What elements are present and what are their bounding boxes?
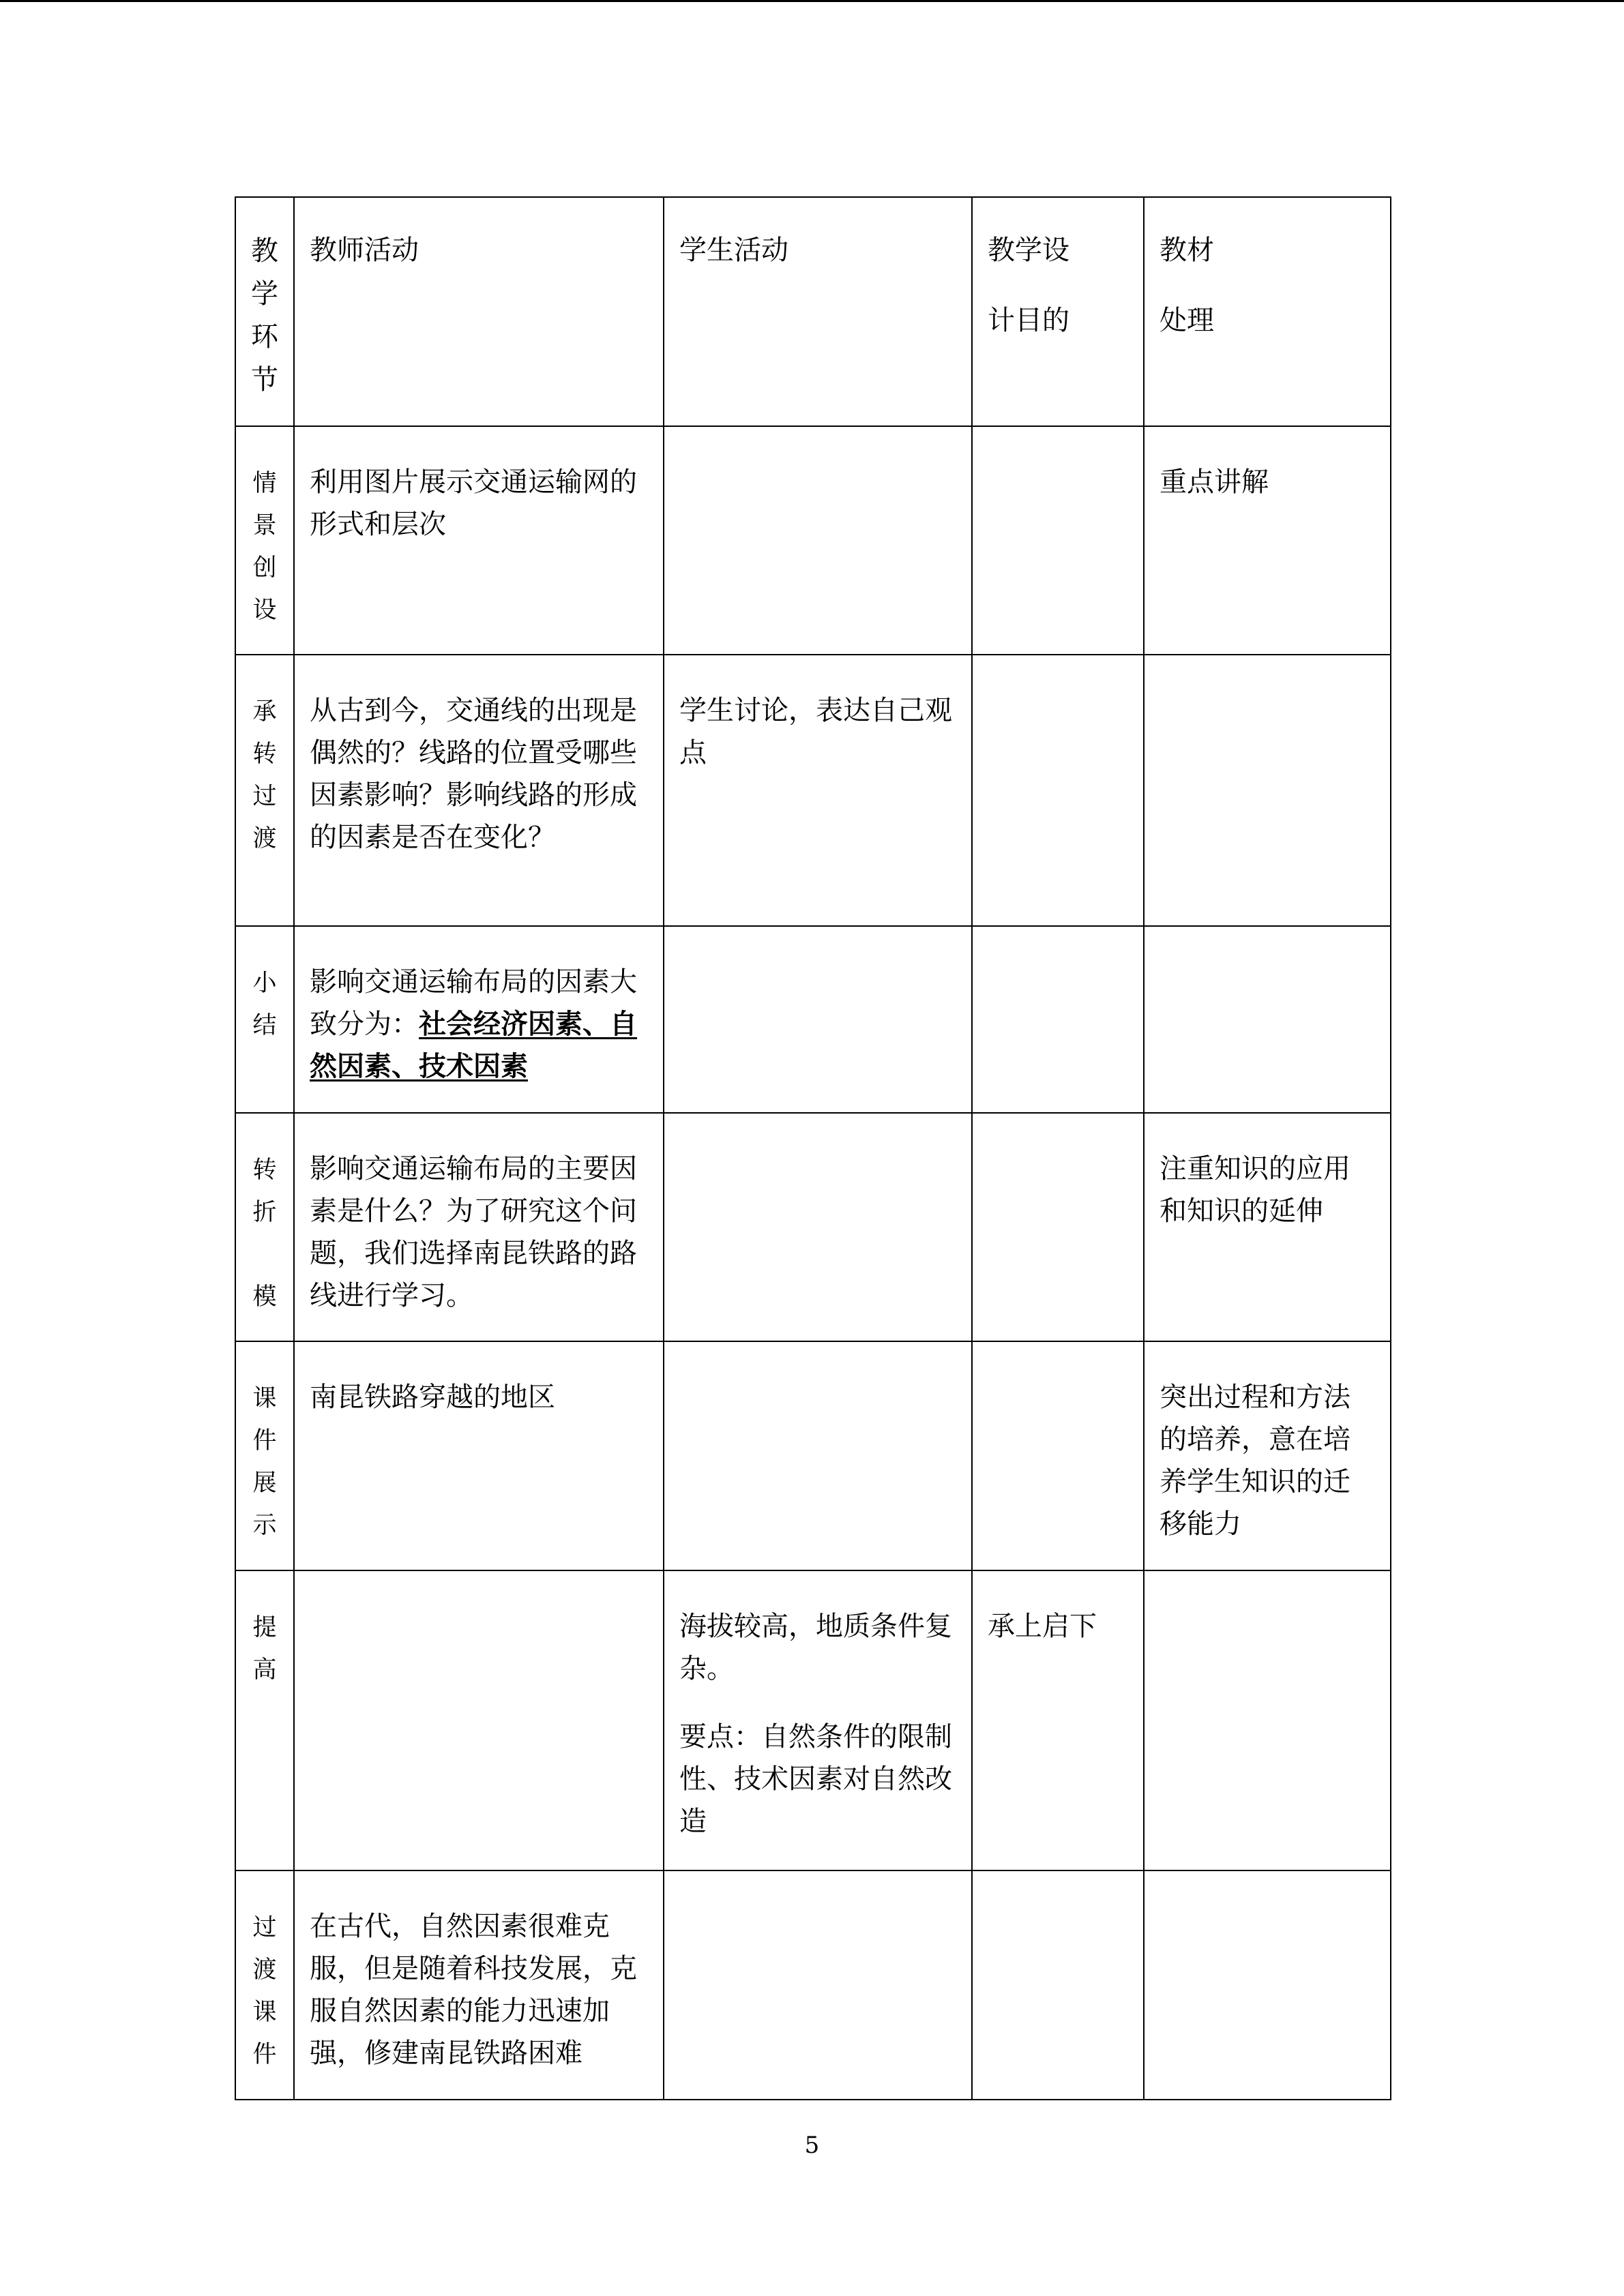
teacher-activity-cell: 南昆铁路穿越的地区 bbox=[294, 1341, 664, 1570]
stage-cell: 情 景 创 设 bbox=[235, 426, 294, 655]
stage-cell: 承 转 过 渡 bbox=[235, 655, 294, 926]
design-purpose-cell bbox=[972, 1870, 1144, 2100]
stage-cell: 转 折 模 bbox=[235, 1113, 294, 1341]
table-row bbox=[235, 1570, 1391, 1870]
material-handling-cell: 重点讲解 bbox=[1144, 426, 1391, 655]
header-design-purpose: 教学设 计目的 bbox=[972, 197, 1144, 426]
table-row bbox=[235, 926, 1391, 1113]
student-activity-cell bbox=[664, 426, 972, 655]
material-handling-cell bbox=[1144, 1870, 1391, 2100]
design-purpose-cell bbox=[972, 655, 1144, 926]
material-handling-cell bbox=[1144, 655, 1391, 926]
student-activity-cell bbox=[664, 1341, 972, 1570]
material-handling-cell bbox=[1144, 1570, 1391, 1870]
stage-cell: 小 结 bbox=[235, 926, 294, 1113]
stage-cell: 过 渡 课 件 bbox=[235, 1870, 294, 2100]
student-activity-cell bbox=[664, 1870, 972, 2100]
table-row bbox=[235, 1113, 1391, 1341]
table-row bbox=[235, 1341, 1391, 1570]
header-student-activity: 学生活动 bbox=[664, 197, 972, 426]
teacher-activity-cell: 利用图片展示交通运输网的形式和层次 bbox=[294, 426, 664, 655]
teacher-activity-cell: 影响交通运输布局的主要因素是什么？为了研究这个问题，我们选择南昆铁路的路线进行学习。 bbox=[294, 1113, 664, 1341]
header-material-handling: 教材 处理 bbox=[1144, 197, 1391, 426]
design-purpose-cell bbox=[972, 926, 1144, 1113]
stage-cell: 课 件 展 示 bbox=[235, 1341, 294, 1570]
key-factors-emphasis: 社会经济因素、自然因素、技术因素 bbox=[310, 1008, 637, 1082]
teacher-activity-cell: 在古代，自然因素很难克服，但是随着科技发展，克服自然因素的能力迅速加强，修建南昆铁路困难 bbox=[294, 1870, 664, 2100]
design-purpose-cell: 承上启下 bbox=[972, 1570, 1144, 1870]
header-teacher-activity: 教师活动 bbox=[294, 197, 664, 426]
table-row bbox=[235, 1870, 1391, 2100]
table-row bbox=[235, 655, 1391, 926]
material-handling-cell: 突出过程和方法的培养，意在培养学生知识的迁移能力 bbox=[1144, 1341, 1391, 1570]
top-border-line bbox=[0, 0, 1624, 2]
student-activity-cell bbox=[664, 1113, 972, 1341]
material-handling-cell: 注重知识的应用和知识的延伸 bbox=[1144, 1113, 1391, 1341]
teacher-activity-cell: 从古到今，交通线的出现是偶然的？线路的位置受哪些因素影响？影响线路的形成的因素是否在变化？ bbox=[294, 655, 664, 926]
table-header-row bbox=[235, 197, 1391, 426]
header-teaching-stage: 教 学 环 节 bbox=[235, 197, 294, 426]
teacher-activity-cell: 影响交通运输布局的因素大致分为：社会经济因素、自然因素、技术因素 bbox=[294, 926, 664, 1113]
student-activity-cell: 海拔较高，地质条件复杂。 要点：自然条件的限制性、技术因素对自然改造 bbox=[664, 1570, 972, 1870]
student-activity-cell: 学生讨论，表达自己观点 bbox=[664, 655, 972, 926]
design-purpose-cell bbox=[972, 1113, 1144, 1341]
page-number: 5 bbox=[804, 2132, 820, 2159]
table-row bbox=[235, 426, 1391, 655]
stage-cell: 提 高 bbox=[235, 1570, 294, 1870]
student-activity-cell bbox=[664, 926, 972, 1113]
material-handling-cell bbox=[1144, 926, 1391, 1113]
teacher-activity-cell bbox=[294, 1570, 664, 1870]
design-purpose-cell bbox=[972, 426, 1144, 655]
lesson-plan-table bbox=[235, 196, 1391, 2100]
design-purpose-cell bbox=[972, 1341, 1144, 1570]
